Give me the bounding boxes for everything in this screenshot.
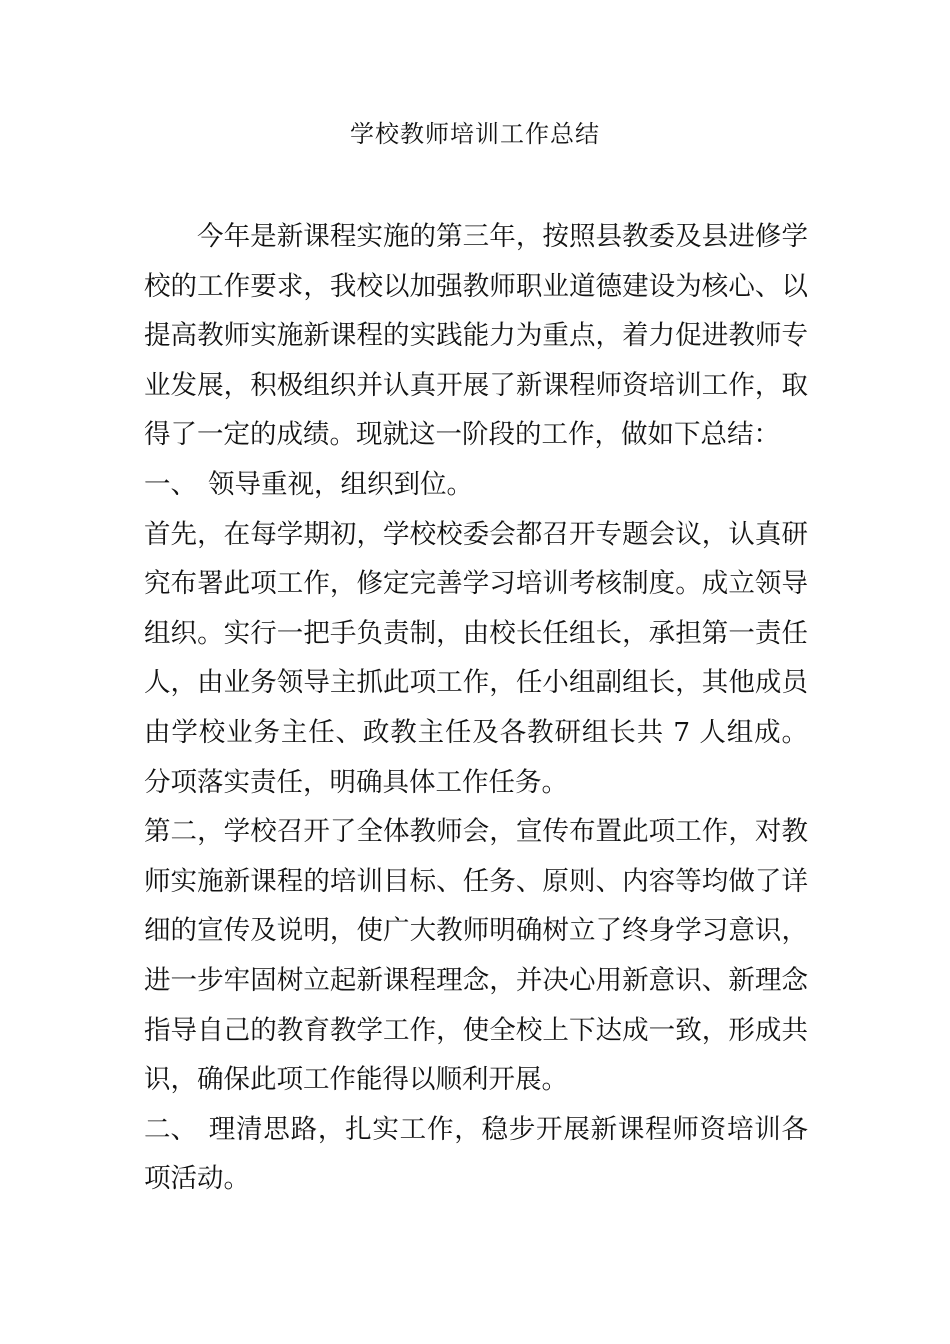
section-1-number: 一、: [144, 468, 197, 500]
paragraph-first: 首先，在每学期初，学校校委会都召开专题会议，认真研究布署此项工作，修定完善学习培训考核制度。成立领导组织。实行一把手负责制，由校长任组长，承担第一责任人，由业务领导主抓此项工作，任小组副组长，其他成员由学校业务主任、政教主任及各教研组长共 7 人组成。分项落实责任，明确具体工作任务。: [144, 518, 808, 798]
document-title: 学校教师培训工作总结: [350, 120, 600, 148]
section-1-title: 领导重视，组织到位。: [208, 468, 473, 500]
intro-paragraph: 今年是新课程实施的第三年，按照县教委及县进修学校的工作要求，我校以加强教师职业道德建设为核心、以提高教师实施新课程的实践能力为重点，着力促进教师专业发展，积极组织并认真开展了新课程师资培训工作，取得了一定的成绩。现就这一阶段的工作，做如下总结：: [144, 221, 808, 451]
document-body: [144, 212, 808, 1204]
section-2-heading: [144, 1105, 808, 1204]
paragraph-second: 第二，学校召开了全体教师会，宣传布置此项工作，对教师实施新课程的培训目标、任务、原则、内容等均做了详细的宣传及说明，使广大教师明确树立了终身学习意识，进一步牢固树立起新课程理念，并决心用新意识、新理念指导自己的教育教学工作，使全校上下达成一致，形成共识，确保此项工作能得以顺利开展。: [144, 816, 808, 1096]
section-2-title: 理清思路，扎实工作，稳步开展新课程师资培训各项活动。: [144, 1113, 808, 1195]
section-2-number: 二、: [144, 1113, 197, 1145]
section-1-heading: [144, 460, 808, 510]
